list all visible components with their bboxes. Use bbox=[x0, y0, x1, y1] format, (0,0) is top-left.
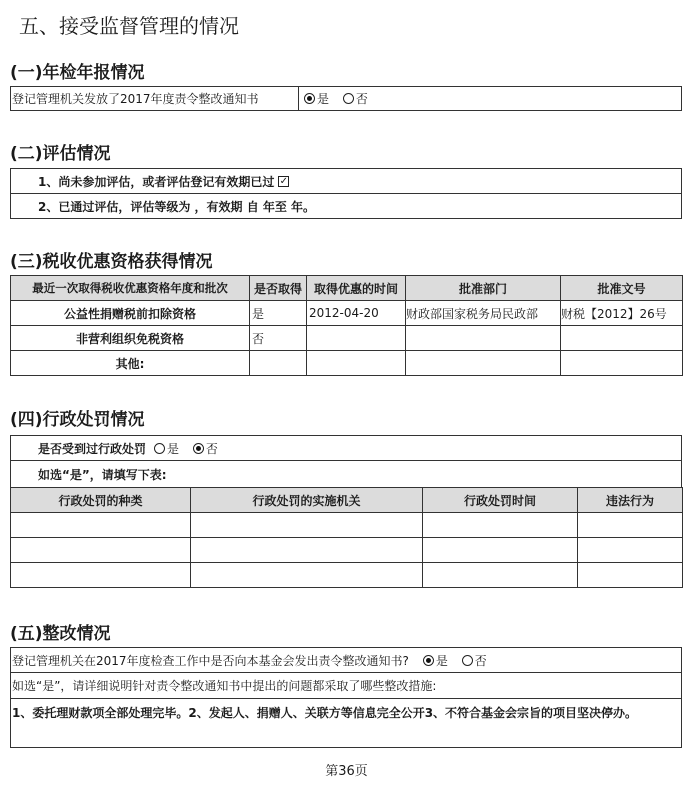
table-cell: 否 bbox=[250, 326, 307, 351]
table-row bbox=[11, 326, 683, 351]
penalty-table-header bbox=[11, 488, 683, 513]
tax-col-docno: 批准文号 bbox=[561, 276, 683, 301]
table-cell: 其他: bbox=[11, 351, 250, 376]
annual-inspection-row bbox=[10, 86, 682, 111]
penalty-table bbox=[10, 487, 683, 588]
rectification-question: 登记管理机关在2017年度检查工作中是否向本基金会发出责令整改通知书? bbox=[12, 653, 409, 668]
tax-table-header bbox=[11, 276, 683, 301]
table-row bbox=[11, 513, 683, 538]
annual-inspection-heading: (一)年检年报情况 bbox=[10, 63, 145, 83]
penalty-heading: (四)行政处罚情况 bbox=[10, 410, 145, 430]
page-number: 第36页 bbox=[325, 764, 368, 779]
penalty-question: 是否受到过行政处罚 bbox=[38, 441, 147, 456]
option-yes-label: 是 bbox=[167, 441, 180, 456]
rectification-note: 如选“是”，请详细说明针对责令整改通知书中提出的问题都采取了哪些整改措施: bbox=[10, 672, 682, 699]
rectification-question-row bbox=[10, 647, 682, 673]
penalty-col-type: 行政处罚的种类 bbox=[11, 488, 191, 513]
table-cell: 是 bbox=[250, 301, 307, 326]
table-cell bbox=[561, 351, 683, 376]
tax-table bbox=[10, 275, 683, 376]
tax-col-time: 取得优惠的时间 bbox=[307, 276, 406, 301]
penalty-question-row bbox=[10, 435, 682, 461]
radio-yes-selected-icon[interactable] bbox=[304, 93, 315, 104]
table-row bbox=[11, 351, 683, 376]
radio-yes-selected-icon[interactable] bbox=[423, 655, 434, 666]
evaluation-line-1-text: 1、尚未参加评估，或者评估登记有效期已过 bbox=[38, 174, 275, 189]
table-row bbox=[11, 563, 683, 588]
section-title: 五、接受监督管理的情况 bbox=[19, 14, 239, 38]
annual-inspection-question: 登记管理机关发放了2017年度责令整改通知书 bbox=[11, 87, 299, 110]
tax-col-year: 最近一次取得税收优惠资格年度和批次 bbox=[11, 276, 250, 301]
option-yes-label: 是 bbox=[435, 653, 448, 668]
penalty-col-authority: 行政处罚的实施机关 bbox=[191, 488, 423, 513]
option-no-label: 否 bbox=[355, 92, 368, 106]
penalty-options bbox=[154, 440, 218, 457]
table-cell bbox=[250, 351, 307, 376]
penalty-note: 如选“是”，请填写下表: bbox=[10, 460, 682, 488]
radio-no-icon[interactable] bbox=[343, 93, 354, 104]
table-cell bbox=[307, 326, 406, 351]
penalty-col-time: 行政处罚时间 bbox=[423, 488, 578, 513]
table-cell: 公益性捐赠税前扣除资格 bbox=[11, 301, 250, 326]
rectification-heading: (五)整改情况 bbox=[10, 624, 111, 644]
penalty-col-violation: 违法行为 bbox=[578, 488, 683, 513]
radio-no-icon[interactable] bbox=[462, 655, 473, 666]
table-row bbox=[11, 538, 683, 563]
table-cell bbox=[406, 351, 561, 376]
rectification-answer: 1、委托理财款项全部处理完毕。2、发起人、捐赠人、关联方等信息完全公开3、不符合基金会宗旨的项目坚决停办。 bbox=[10, 698, 682, 748]
table-cell: 财政部国家税务局民政部 bbox=[406, 301, 561, 326]
option-yes-label: 是 bbox=[317, 92, 330, 106]
tax-col-dept: 批准部门 bbox=[406, 276, 561, 301]
checkbox-checked-icon[interactable]: ✓ bbox=[279, 175, 289, 187]
evaluation-heading: (二)评估情况 bbox=[10, 144, 111, 164]
annual-inspection-options bbox=[299, 90, 368, 107]
option-no-label: 否 bbox=[205, 441, 218, 456]
radio-no-selected-icon[interactable] bbox=[193, 443, 204, 454]
table-cell: 财税【2012】26号 bbox=[561, 301, 683, 326]
table-cell bbox=[406, 326, 561, 351]
table-cell bbox=[307, 351, 406, 376]
evaluation-line-2: 2、已通过评估，评估等级为 ，有效期 自 年至 年。 bbox=[10, 193, 682, 219]
table-cell: 非营利组织免税资格 bbox=[11, 326, 250, 351]
table-cell: 2012-04-20 bbox=[307, 301, 406, 326]
tax-heading: (三)税收优惠资格获得情况 bbox=[10, 252, 213, 272]
table-cell bbox=[561, 326, 683, 351]
rectification-options bbox=[423, 652, 487, 669]
table-row bbox=[11, 301, 683, 326]
evaluation-line-1 bbox=[10, 168, 682, 194]
option-no-label: 否 bbox=[474, 653, 487, 668]
radio-yes-icon[interactable] bbox=[154, 443, 165, 454]
tax-col-obtained: 是否取得 bbox=[250, 276, 307, 301]
